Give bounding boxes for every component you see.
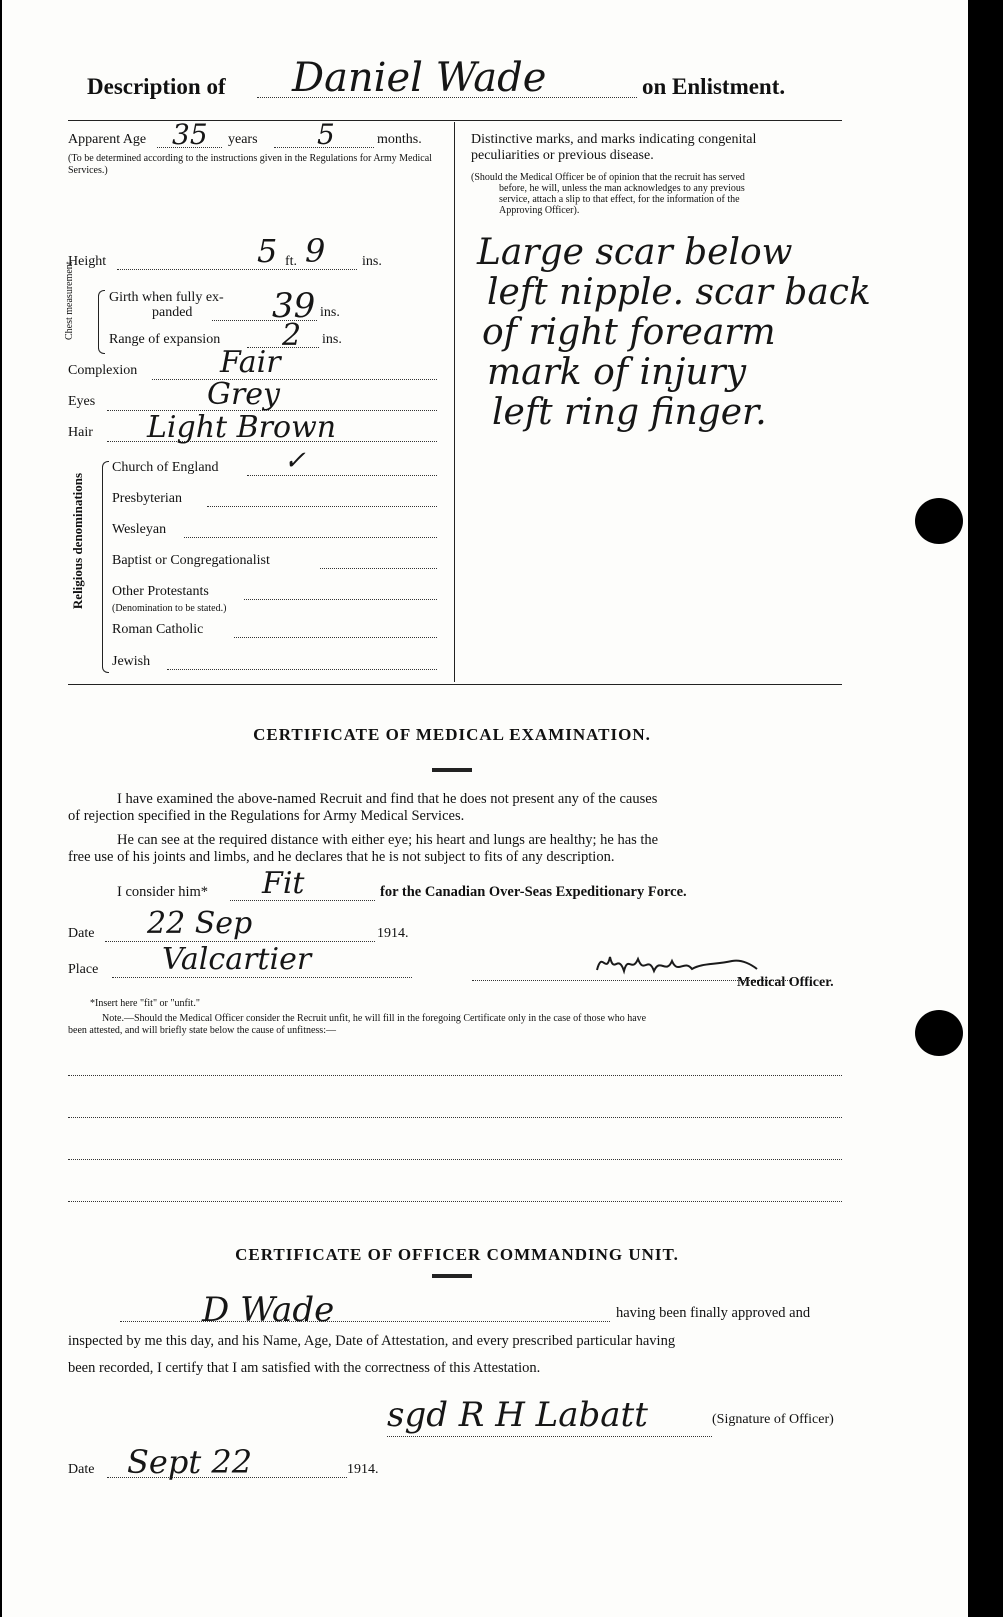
- marks-line-4: mark of injury: [487, 352, 747, 393]
- girth-ins-label: ins.: [320, 305, 340, 320]
- hair-label: Hair: [68, 425, 93, 440]
- column-divider: [454, 122, 455, 682]
- chest-brace: [98, 290, 105, 354]
- range-label: Range of expansion: [109, 332, 221, 347]
- height-ft-value: 5: [257, 232, 278, 270]
- medical-date-label: Date: [68, 926, 95, 941]
- religion-roman-catholic: Roman Catholic: [112, 622, 204, 637]
- years-label: years: [228, 132, 258, 147]
- religion-label: Religious denominations: [70, 472, 85, 610]
- religion-line-5: [234, 637, 437, 638]
- commanding-date-label: Date: [68, 1462, 95, 1477]
- commanding-heading-rule: [432, 1274, 472, 1278]
- religion-other-protestants: Other Protestants: [112, 584, 209, 599]
- age-years-value: 35: [172, 118, 208, 151]
- chest-label: Chest measurement: [64, 261, 75, 340]
- unfit-line-2: [68, 1117, 842, 1118]
- religion-line-6: [167, 669, 437, 670]
- marks-line-1: Large scar below: [477, 232, 793, 273]
- punch-hole-bottom: [915, 1010, 963, 1056]
- header-prefix: Description of: [87, 74, 226, 99]
- fit-value: Fit: [262, 866, 305, 901]
- commanding-name-value: D Wade: [202, 1290, 335, 1330]
- age-months-value: 5: [317, 118, 335, 151]
- medical-para2-l2: free use of his joints and limbs, and he declares that he is not subject to fits of any description.: [68, 849, 615, 865]
- marks-note-2: before, he will, unless the man acknowledges to any previous: [499, 183, 745, 194]
- height-in-value: 9: [305, 232, 326, 270]
- unfit-note-l1: Note.—Should the Medical Officer consider the Recruit unfit, he will fill in the foregoing Certificate only in the case of those who have: [102, 1013, 647, 1024]
- age-label: Apparent Age: [68, 132, 147, 147]
- medical-heading-rule: [432, 768, 472, 772]
- commanding-year: 1914.: [347, 1462, 379, 1477]
- months-label: months.: [377, 132, 422, 147]
- place-line: [112, 977, 412, 978]
- header-suffix: on Enlistment.: [642, 74, 786, 99]
- marks-heading-2: peculiarities or previous disease.: [471, 148, 654, 163]
- medical-para1-l1: I have examined the above-named Recruit and find that he does not present any of the causes: [117, 791, 658, 807]
- insert-note: *Insert here "fit" or "unfit.": [90, 998, 200, 1009]
- girth-value: 39: [272, 286, 316, 326]
- hair-value: Light Brown: [147, 410, 337, 445]
- ins-label: ins.: [362, 254, 382, 269]
- unfit-line-3: [68, 1159, 842, 1160]
- certify-text: been recorded, I certify that I am satisfied with the correctness of this Attestation.: [68, 1360, 541, 1376]
- scan-edge: [969, 0, 1003, 1617]
- height-label: Height: [68, 254, 107, 269]
- religion-line-1: [207, 506, 437, 507]
- religion-baptist: Baptist or Congregationalist: [112, 553, 270, 568]
- officer-signature-line: [387, 1436, 712, 1437]
- eyes-label: Eyes: [68, 394, 96, 409]
- unfit-note-l2: been attested, and will briefly state below the cause of unfitness:—: [68, 1025, 336, 1036]
- religion-wesleyan: Wesleyan: [112, 522, 167, 537]
- unfit-line-4: [68, 1201, 842, 1202]
- approved-text: having been finally approved and: [616, 1305, 811, 1321]
- signature-label: (Signature of Officer): [712, 1412, 834, 1427]
- unfit-line-1: [68, 1075, 842, 1076]
- religion-line-3: [320, 568, 437, 569]
- religion-line-4: [244, 599, 437, 600]
- commanding-name-line: [120, 1321, 610, 1322]
- eyes-value: Grey: [207, 377, 281, 412]
- commanding-heading: CERTIFICATE OF OFFICER COMMANDING UNIT.: [235, 1245, 679, 1264]
- attestation-page: [2, 0, 968, 1617]
- medical-officer-label: Medical Officer.: [737, 975, 834, 990]
- officer-signature: sgd R H Labatt: [387, 1395, 648, 1435]
- recruit-name-handwritten: Daniel Wade: [292, 55, 547, 101]
- marks-note-1: (Should the Medical Officer be of opinion that the recruit has served: [471, 172, 745, 183]
- complexion-line: [152, 379, 437, 380]
- marks-heading-1: Distinctive marks, and marks indicating congenital: [471, 132, 757, 147]
- religion-mark-0: ✓: [284, 446, 306, 476]
- age-note: (To be determined according to the instructions given in the Regulations for Army Medical Services.): [68, 153, 432, 176]
- force-label: for the Canadian Over-Seas Expeditionary Force.: [380, 884, 687, 900]
- consider-label: I consider him*: [117, 884, 209, 900]
- medical-heading: CERTIFICATE OF MEDICAL EXAMINATION.: [253, 725, 651, 744]
- marks-line-3: of right forearm: [482, 312, 776, 353]
- punch-hole-top: [915, 498, 963, 544]
- marks-line-5: left ring finger.: [492, 392, 767, 433]
- medical-para1-l2: of rejection specified in the Regulations for Army Medical Services.: [68, 808, 465, 824]
- religion-line-0: [247, 475, 437, 476]
- religion-brace: [102, 461, 109, 673]
- range-ins-label: ins.: [322, 332, 342, 347]
- marks-note-3: service, attach a slip to that effect, for the information of the: [499, 194, 740, 205]
- girth-label-1: Girth when fully ex-: [109, 290, 224, 305]
- religion-church-of-england: Church of England: [112, 460, 219, 475]
- denomination-note: (Denomination to be stated.): [112, 603, 227, 614]
- marks-line-2: left nipple. scar back: [487, 272, 871, 313]
- complexion-label: Complexion: [68, 363, 138, 378]
- marks-note-4: Approving Officer).: [499, 205, 580, 216]
- religion-jewish: Jewish: [112, 654, 151, 669]
- religion-line-2: [184, 537, 437, 538]
- place-value: Valcartier: [162, 942, 312, 977]
- commanding-date-value: Sept 22: [127, 1443, 253, 1481]
- medical-date-value: 22 Sep: [147, 906, 253, 941]
- religion-presbyterian: Presbyterian: [112, 491, 182, 506]
- complexion-value: Fair: [220, 345, 281, 380]
- place-label: Place: [68, 962, 99, 977]
- medical-year: 1914.: [377, 926, 409, 941]
- inspected-text: inspected by me this day, and his Name, Age, Date of Attestation, and every prescribed particular having: [68, 1333, 676, 1349]
- girth-label-2: panded: [152, 305, 193, 320]
- medical-para2-l1: He can see at the required distance with either eye; his heart and lungs are healthy; he has the: [117, 832, 659, 848]
- range-value: 2: [282, 318, 302, 353]
- ft-label: ft.: [285, 254, 298, 269]
- section-rule: [68, 684, 842, 685]
